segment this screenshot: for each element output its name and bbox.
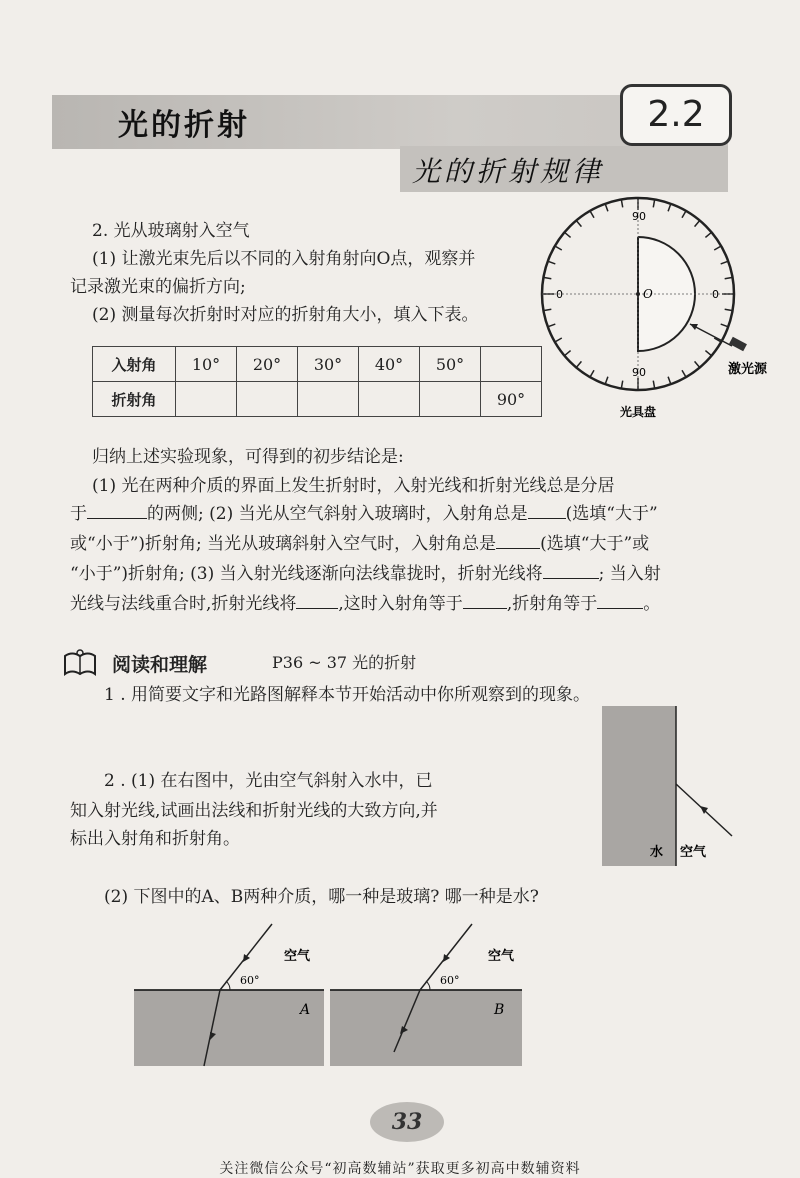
medium-label: A xyxy=(300,1002,311,1018)
media-diagrams xyxy=(132,914,524,1070)
disk-tick xyxy=(682,370,686,377)
footer-text: 关注微信公众号“初高数辅站”获取更多初高中数辅资料 xyxy=(219,1161,581,1177)
table-cell: 10° xyxy=(176,347,237,382)
laser-label: 激光源 xyxy=(728,362,768,377)
disk-tick xyxy=(543,277,551,278)
part2-heading: 2. 光从玻璃射入空气 xyxy=(92,221,250,241)
section-number: 2.2 xyxy=(620,84,732,146)
table-header-incident: 入射角 xyxy=(93,347,176,382)
conclusion-line5 xyxy=(70,590,660,617)
text-fragment: “小于”)折射角; (3) 当入射光线逐渐向法线靠拢时，折射光线将 xyxy=(70,564,543,584)
answer-blank[interactable] xyxy=(543,560,599,579)
disk-tick xyxy=(695,220,700,226)
medium-b-diagram xyxy=(330,924,522,1066)
air-label: 空气 xyxy=(284,949,311,964)
answer-blank[interactable] xyxy=(528,500,566,519)
text-fragment: 或“小于”)折射角; 当光从玻璃斜射入空气时，入射角总是 xyxy=(70,534,497,554)
disk-tick xyxy=(705,351,711,356)
disk-tick xyxy=(590,370,594,377)
text-fragment: ,折射角等于 xyxy=(506,594,598,614)
air-label: 空气 xyxy=(680,845,707,860)
label-right: 0 xyxy=(712,288,719,301)
angle-table xyxy=(92,346,542,417)
open-book-icon xyxy=(62,648,98,678)
text-fragment: (选填“大于”或 xyxy=(540,534,650,554)
text-fragment: ,这时入射角等于 xyxy=(338,594,463,614)
table-cell: 30° xyxy=(298,347,359,382)
disk-tick xyxy=(555,246,562,250)
water-label: 水 xyxy=(650,845,664,860)
table-header-refraction: 折射角 xyxy=(93,382,176,417)
disk-caption: 光具盘 xyxy=(620,405,657,419)
table-cell xyxy=(176,382,237,417)
answer-blank[interactable] xyxy=(296,590,338,609)
disk-tick xyxy=(714,246,721,250)
disk-tick xyxy=(564,351,570,356)
answer-blank[interactable] xyxy=(463,590,507,609)
answer-blank[interactable] xyxy=(87,500,147,519)
step1-line1: (1) 让激光束先后以不同的入射角射向O点，观察并 xyxy=(92,249,476,269)
answer-blank[interactable] xyxy=(597,590,643,609)
disk-tick xyxy=(668,204,671,212)
disk-tick xyxy=(555,338,562,342)
table-cell xyxy=(237,382,298,417)
air-label: 空气 xyxy=(488,949,515,964)
disk-tick xyxy=(621,199,622,207)
optical-disk-diagram xyxy=(530,190,780,430)
disk-tick xyxy=(725,277,733,278)
answer-blank[interactable] xyxy=(496,530,540,549)
disk-tick xyxy=(721,261,729,264)
disk-tick xyxy=(725,309,733,310)
center-point xyxy=(636,292,640,296)
disk-tick xyxy=(590,211,594,218)
reading-reference: P36 ~ 37 光的折射 xyxy=(272,653,417,672)
label-bottom: 90 xyxy=(632,366,646,379)
text-fragment: 光线与法线重合时,折射光线将 xyxy=(70,594,297,614)
conclusion-intro: 归纳上述实验现象，可得到的初步结论是: xyxy=(92,447,404,467)
disk-tick xyxy=(605,204,608,212)
text-fragment: 。 xyxy=(643,594,661,614)
angle-label: 60° xyxy=(440,974,460,987)
medium-a-region xyxy=(134,990,324,1066)
medium-label: B xyxy=(494,1002,505,1018)
disk-tick xyxy=(682,211,686,218)
disk-tick xyxy=(548,324,556,327)
text-fragment: 的两侧; (2) 当光从空气斜射入玻璃时，入射角总是 xyxy=(147,504,528,524)
label-top: 90 xyxy=(632,210,646,223)
table-cell: 50° xyxy=(420,347,481,382)
disk-tick xyxy=(621,381,622,389)
disk-tick xyxy=(653,381,654,389)
conclusion-line1: (1) 光在两种介质的界面上发生折射时，入射光线和折射光线总是分居 xyxy=(92,476,615,496)
step2-text: (2) 测量每次折射时对应的折射角大小，填入下表。 xyxy=(92,305,479,325)
disk-tick xyxy=(653,199,654,207)
disk-tick xyxy=(695,361,700,367)
water-region xyxy=(602,706,676,866)
conclusion-line2 xyxy=(70,500,658,527)
medium-a-diagram xyxy=(134,924,324,1066)
section-subtitle: 光的折射规律 xyxy=(412,155,605,188)
table-row xyxy=(93,347,542,382)
text-fragment: 于 xyxy=(70,504,87,524)
disk-tick xyxy=(705,232,711,237)
question-1: 1 . 用简要文字和光路图解释本节开始活动中你所观察到的现象。 xyxy=(104,685,591,705)
question-2-line2: 知入射光线,试画出法线和折射光线的大致方向,并 xyxy=(70,801,438,821)
table-row xyxy=(93,382,542,417)
question-2-line3: 标出入射角和折射角。 xyxy=(70,829,240,849)
table-cell xyxy=(298,382,359,417)
text-fragment: ; 当入射 xyxy=(598,564,661,584)
disk-tick xyxy=(668,377,671,385)
step1-line2: 记录激光束的偏折方向; xyxy=(70,277,246,297)
conclusion-line3 xyxy=(70,530,649,557)
table-cell: 90° xyxy=(481,382,542,417)
laser-source xyxy=(729,337,747,352)
text-fragment: (选填“大于” xyxy=(565,504,658,524)
table-cell: 40° xyxy=(359,347,420,382)
disk-tick xyxy=(605,377,608,385)
question-2-line1: 2 . (1) 在右图中，光由空气斜射入水中，已 xyxy=(104,771,433,791)
page-number: 33 xyxy=(370,1102,444,1142)
angle-label: 60° xyxy=(240,974,260,987)
reading-title: 阅读和理解 xyxy=(112,654,208,676)
chapter-title: 光的折射 xyxy=(118,108,250,143)
disk-tick xyxy=(576,220,581,226)
label-left: 0 xyxy=(556,288,563,301)
center-label: O xyxy=(643,287,653,301)
water-air-diagram xyxy=(600,704,740,868)
table-cell xyxy=(420,382,481,417)
table-cell: 20° xyxy=(237,347,298,382)
disk-tick xyxy=(576,361,581,367)
disk-tick xyxy=(548,261,556,264)
disk-tick xyxy=(564,232,570,237)
disk-tick xyxy=(721,324,729,327)
conclusion-line4 xyxy=(70,560,661,587)
disk-tick xyxy=(543,309,551,310)
question-2-part2: (2) 下图中的A、B两种介质，哪一种是玻璃? 哪一种是水? xyxy=(104,887,539,907)
table-cell xyxy=(359,382,420,417)
